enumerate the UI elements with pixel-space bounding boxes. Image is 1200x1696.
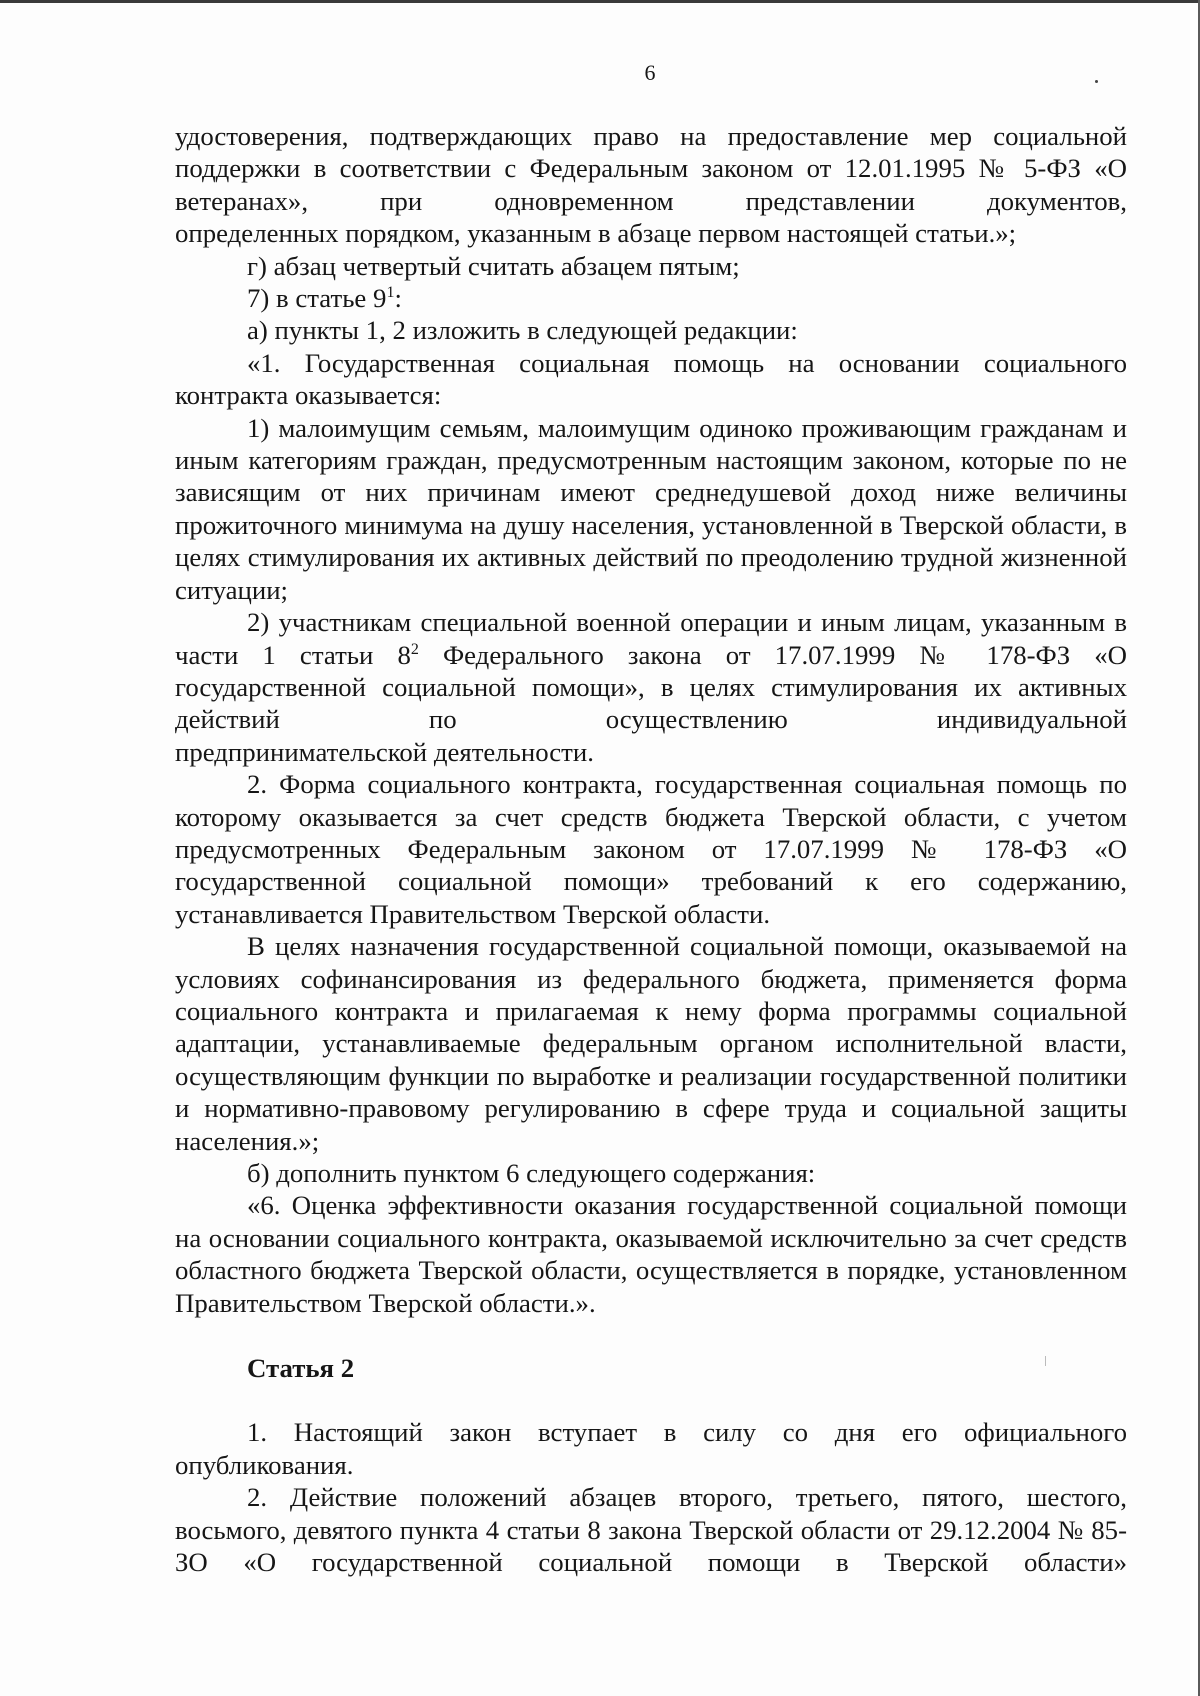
paragraph: а) пункты 1, 2 изложить в следующей редакции: [247,315,798,346]
paragraph: «1. Государственная социальная помощь на основании социального контракта оказывается: [175,347,1127,411]
paragraph-text: 7) в статье 9 [247,283,387,314]
paragraph: предпринимательской деятельности. [175,736,594,767]
superscript: 2 [410,640,419,658]
paragraph: б) дополнить пунктом 6 следующего содержания: [247,1158,816,1188]
paragraph: г) абзац четвертый считать абзацем пятым; [247,250,740,281]
scan-border-top [0,0,1200,3]
spacer [175,1319,1127,1352]
paragraph: 1. Настоящий закон вступает в силу со дня его официального опубликования. [175,1417,1127,1480]
spacer [175,1384,1127,1416]
paragraph [175,606,1127,736]
paragraph-text: Федерального закона от 17.07.1999 № 178-ФЗ «О государственной социальной помощи», в целях стимулирования их активных действий по осуществлению индивидуальной [175,639,1128,735]
paragraph: В целях назначения государственной социальной помощи, оказываемой на условиях софинансирования из федерального бюджета, применяется форма социального контракта и прилагаемая к нему форма программы социальной адаптации, устанавливаемые федеральным органом исполнительной власти, осуществляющим функции по выработке и реализации государственной политики и нормативно-правовому регулированию в сфере труда и социальной защиты населения.»; [175,931,1127,1156]
paragraph [175,282,1127,314]
document-body [175,120,1127,1578]
paragraph-text: 2) участникам специальной военной операции и иным лицам, указанным в части 1 статьи 8 [175,607,1127,670]
paragraph: определенных порядком, указанным в абзаце первом настоящей статьи.»; [175,218,1017,249]
paragraph: удостоверения, подтверждающих право на предоставление мер социальной поддержки в соответствии с Федеральным законом от 12.01.1995 № 5-ФЗ «О ветеранах», при одновременном представлении документов, [175,121,1127,216]
superscript: 1 [386,284,395,302]
paragraph: 1) малоимущим семьям, малоимущим одиноко проживающим гражданам и иным категориям граждан, предусмотренным настоящим законом, которые по не зависящим от них причинам имеют среднедушевой доход ниже величины прожиточного минимума на душу населения, установленной в Тверской области, в целях стимулирования их активных действий по преодолению трудной жизненной ситуации; [175,412,1127,605]
page-number: 6 [644,60,656,85]
paragraph: 2. Действие положений абзацев второго, третьего, пятого, шестого, восьмого, девятого пункта 4 статьи 8 закона Тверской области от 29.12.2004 № 85-ЗО «О государственной социальной помощи в Тверской области» [175,1482,1127,1578]
paragraph-text: : [394,283,402,314]
paragraph: «6. Оценка эффективности оказания государственной социальной помощи на основании социального контракта, оказываемой исключительно за счет средств областного бюджета Тверской области, осуществляется в порядке, установленном Правительством Тверской области.». [175,1190,1127,1318]
article-heading: Статья 2 [247,1353,355,1384]
paragraph: 2. Форма социального контракта, государственная социальная помощь по которому оказывается за счет средств бюджета Тверской области, с учетом предусмотренных Федеральным законом от 17.07.1999 № 178-ФЗ «О государственной социальной помощи» требований к его содержанию, устанавливается Правительством Тверской области. [175,769,1127,929]
